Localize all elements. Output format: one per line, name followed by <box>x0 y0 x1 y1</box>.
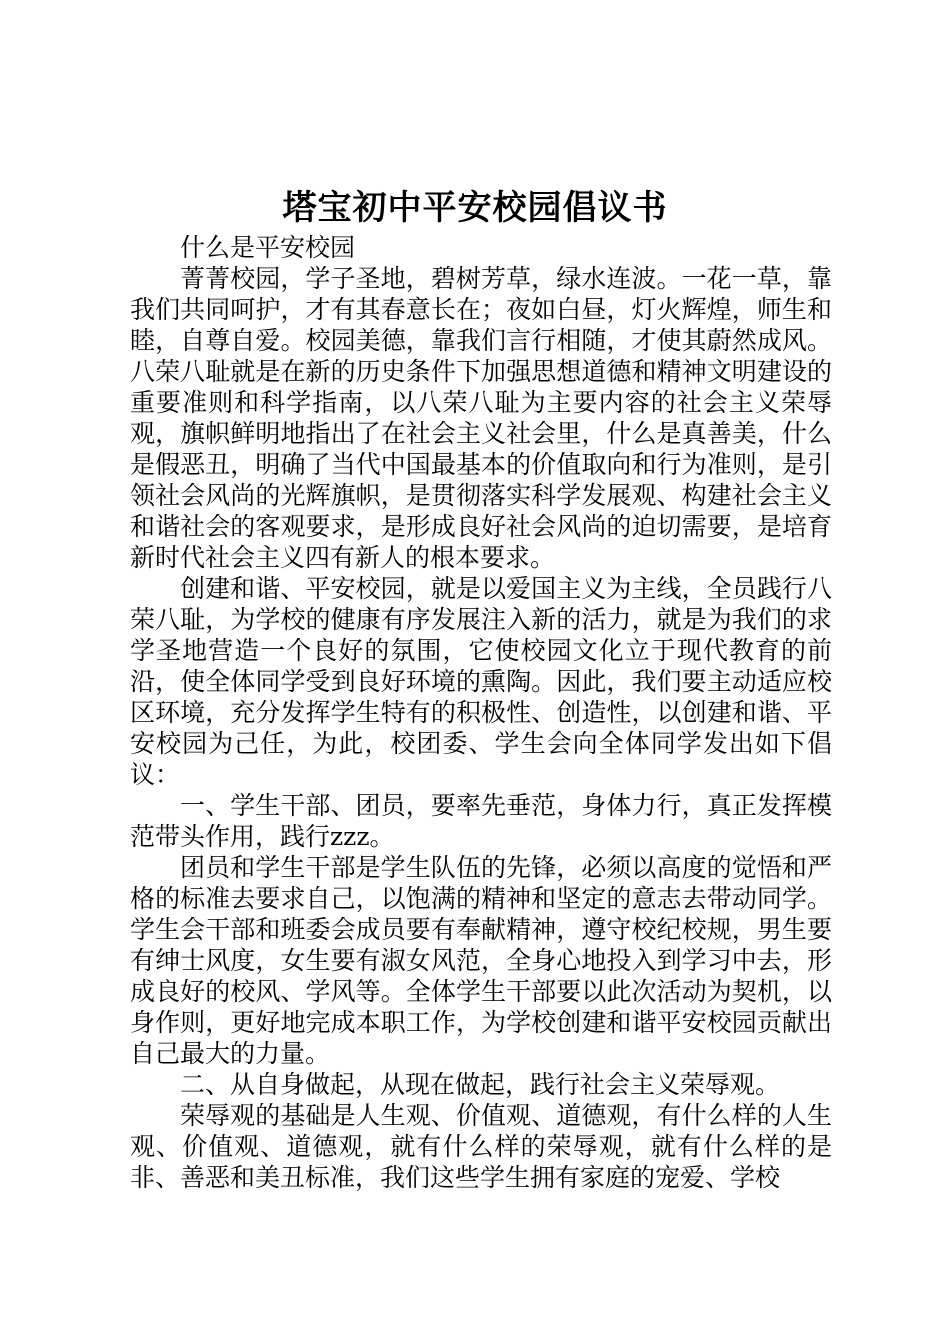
paragraph: 创建和谐、平安校园，就是以爱国主义为主线，全员践行八荣八耻，为学校的健康有序发展注入新的活力，就是为我们的求学圣地营造一个良好的氛围，它使校园文化立于现代教育的前沿，使全体同学受到良好环境的熏陶。因此，我们要主动适应校区环境，充分发挥学生特有的积极性、创造性，以创建和谐、平安校园为己任，为此，校团委、学生会向全体同学发出如下倡议： <box>130 574 832 789</box>
paragraph: 荣辱观的基础是人生观、价值观、道德观，有什么样的人生观、价值观、道德观，就有什么样的荣辱观，就有什么样的是非、善恶和美丑标准，我们这些学生拥有家庭的宠爱、学校 <box>130 1101 832 1192</box>
section-heading-one: 一、学生干部、团员，要率先垂范，身体力行，真正发挥模范带头作用，践行zzz。 <box>130 791 832 851</box>
section-heading-two: 二、从自身做起，从现在做起，践行社会主义荣辱观。 <box>180 1070 781 1099</box>
document-body <box>130 232 832 1193</box>
paragraph: 菁菁校园，学子圣地，碧树芳草，绿水连波。一花一草，靠我们共同呵护，才有其春意长在；夜如白昼，灯火辉煌，师生和睦，自尊自爱。校园美德，靠我们言行相随，才使其蔚然成风。八荣八耻就是在新的历史条件下加强思想道德和精神文明建设的重要准则和科学指南，以八荣八耻为主要内容的社会主义荣辱观，旗帜鲜明地指出了在社会主义社会里，什么是真善美，什么是假恶丑，明确了当代中国最基本的价值取向和行为准则，是引领社会风尚的光辉旗帜，是贯彻落实科学发展观、构建社会主义和谐社会的客观要求，是形成良好社会风尚的迫切需要，是培育新时代社会主义四有新人的根本要求。 <box>130 264 832 572</box>
document-title: 塔宝初中平安校园倡议书 <box>282 188 668 228</box>
paragraph: 团员和学生干部是学生队伍的先锋，必须以高度的觉悟和严格的标准去要求自己，以饱满的精神和坚定的意志去带动同学。学生会干部和班委会成员要有奉献精神，遵守校纪校规，男生要有绅士风度，女生要有淑女风范，全身心地投入到学习中去，形成良好的校风、学风等。全体学生干部要以此次活动为契机，以身作则，更好地完成本职工作，为学校创建和谐平安校园贡献出自己最大的力量。 <box>130 853 832 1068</box>
paragraph-heading-what-is-safe-campus: 什么是平安校园 <box>180 233 356 262</box>
